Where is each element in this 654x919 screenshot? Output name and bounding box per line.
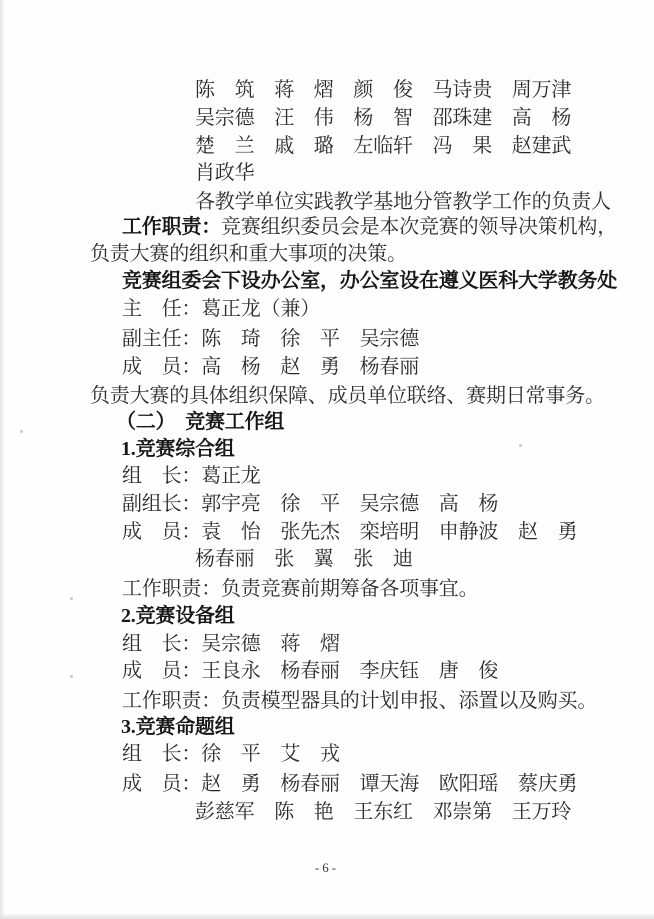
subsection-heading-1: 1.竞赛综合组 <box>121 438 235 460</box>
member-description-line: 各教学单位实践教学基地分管教学工作的负责人 <box>195 191 611 213</box>
deputy-director-line: 副主任：陈 琦 徐 平 吴宗德 <box>122 328 419 350</box>
group-leader-line: 组 长：葛正龙 <box>122 465 261 487</box>
director-line: 主 任：葛正龙（兼） <box>122 298 320 320</box>
paragraph-continuation: 负责大赛的组织和重大事项的决策。 <box>90 243 407 265</box>
subsection-heading-3: 3.竞赛命题组 <box>121 716 235 738</box>
work-duty-line <box>122 214 617 240</box>
members-line: 成 员：王良永 杨春丽 李庆钰 唐 俊 <box>122 660 499 682</box>
member-name-row: 楚 兰 戚 璐 左临轩 冯 果 赵建武 <box>195 135 572 157</box>
group-leader-line: 组 长：吴宗德 蒋 熠 <box>122 633 340 655</box>
scan-speck <box>20 430 23 433</box>
page-number: -6- <box>314 860 340 875</box>
work-duty-line: 工作职责：负责模型器具的计划申报、添置以及购买。 <box>122 690 598 712</box>
work-duty-line: 工作职责：负责竞赛前期筹备各项事宜。 <box>122 578 479 600</box>
members-line: 成 员：赵 勇 杨春丽 谭天海 欧阳瑶 蔡庆勇 <box>122 773 578 795</box>
member-name-row: 陈 筑 蒋 熠 颜 俊 马诗贵 周万津 <box>195 79 572 101</box>
subsection-heading-2: 2.竞赛设备组 <box>121 605 235 627</box>
section-heading: （二） 竞赛工作组 <box>116 411 285 433</box>
office-setup-line: 竞赛组委会下设办公室，办公室设在遵义医科大学教务处 <box>122 270 617 292</box>
members-line: 成 员：高 杨 赵 勇 杨春丽 <box>122 356 419 378</box>
paragraph-continuation: 负责大赛的具体组织保障、成员单位联络、赛期日常事务。 <box>90 385 605 407</box>
members-line: 成 员：袁 怡 张先杰 栾培明 申静波 赵 勇 <box>122 521 578 543</box>
member-name-row: 杨春丽 张 翼 张 迪 <box>195 548 413 570</box>
member-name-row: 肖政华 <box>195 162 255 184</box>
work-duty-text: 竞赛组织委员会是本次竞赛的领导决策机构， <box>221 216 617 238</box>
member-name-row: 吴宗德 汪 伟 杨 智 邵珠建 高 杨 <box>195 107 572 129</box>
group-leader-line: 组 长：徐 平 艾 戎 <box>122 743 340 765</box>
scan-edge-left <box>0 0 5 919</box>
work-duty-label: 工作职责： <box>122 216 221 238</box>
deputy-leader-line: 副组长：郭宇亮 徐 平 吴宗德 高 杨 <box>122 493 499 515</box>
scan-edge-bottom <box>0 913 654 919</box>
scan-speck <box>70 675 73 678</box>
scan-speck <box>70 597 73 600</box>
scan-speck <box>519 444 522 447</box>
member-name-row: 彭慈军 陈 艳 王东红 邓崇第 王万玲 <box>195 801 572 823</box>
